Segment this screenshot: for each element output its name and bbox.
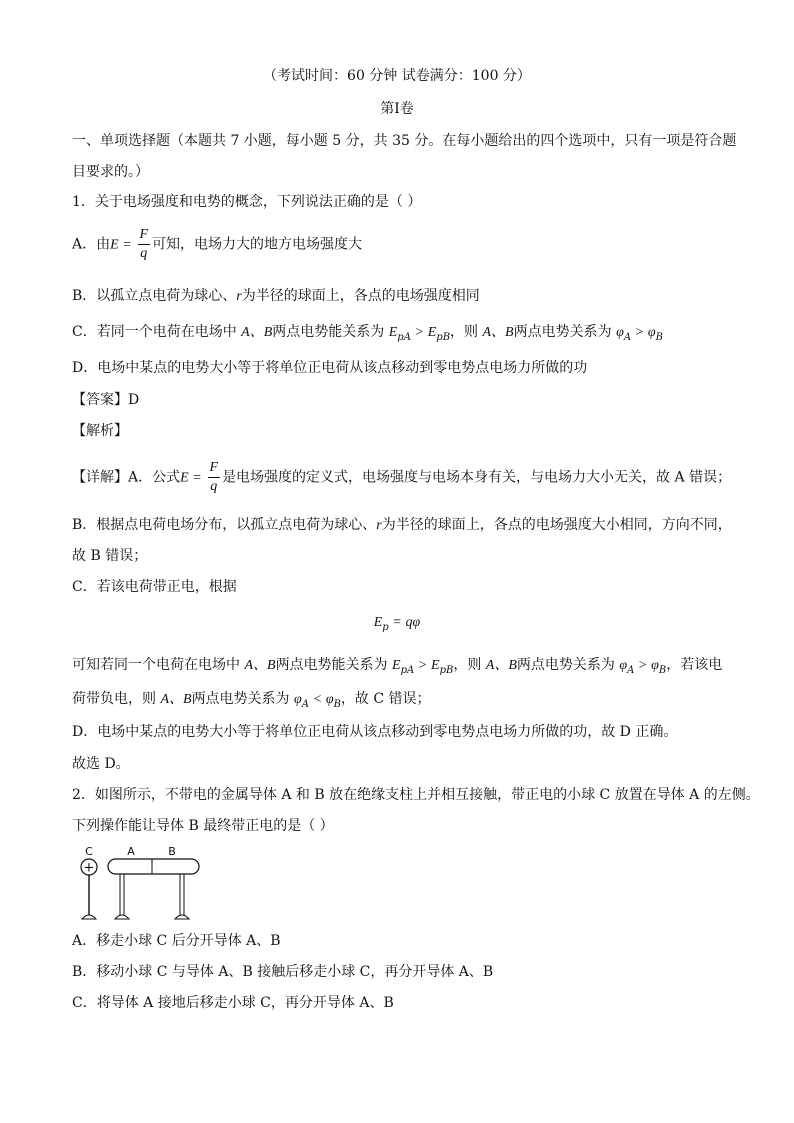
- math-Ep: E: [373, 615, 383, 630]
- math-EpA-sub-2: pA: [400, 664, 415, 676]
- q2-stem-line2: 下列操作能让导体 B 最终带正电的是（ ）: [72, 818, 334, 834]
- exam-info: （考试时间：60 分钟 试卷满分：100 分）: [263, 68, 531, 84]
- conductor-ab: [108, 859, 199, 874]
- q2-option-b: B．移动小球 C 与导体 A、B 接触后移走小球 C，再分开导体 A、B: [72, 964, 494, 980]
- math-EpB-sub-2: pB: [439, 664, 454, 676]
- detail-a-pre: A．公式: [128, 469, 181, 486]
- q1-option-c-mid3: 两点电势关系为: [513, 324, 612, 340]
- q1-option-b: [72, 286, 480, 307]
- math-EpB-2: E: [431, 658, 440, 673]
- math-AB-2: A、B: [482, 325, 514, 340]
- math-phiB-sub-2: B: [658, 664, 667, 676]
- q1-stem: 1．关于电场强度和电势的概念，下列说法正确的是（ ）: [72, 194, 422, 210]
- conductor-figure: [72, 840, 212, 922]
- math-phiB-sub: B: [655, 331, 663, 343]
- math-E-2: E: [180, 470, 189, 486]
- math-phiA-2: φ: [619, 658, 628, 673]
- detail-b2: 故 B 错误；: [72, 548, 148, 564]
- q1-option-c-mid1: 两点电势能关系为: [272, 324, 385, 340]
- answer-line: [72, 390, 139, 410]
- detail-c2-pre: 可知若同一个电荷在电场中: [72, 657, 240, 673]
- detail-label: 【详解】: [72, 469, 128, 486]
- math-phiA-sub-3: A: [301, 698, 309, 710]
- math-phiB: φ: [647, 325, 656, 340]
- math-phiA-sub-2: A: [627, 664, 635, 676]
- stand-a-base: [115, 915, 129, 919]
- math-phiB-sub-3: B: [333, 698, 341, 710]
- math-phiB-3: φ: [325, 692, 334, 707]
- math-EpB-sub: pB: [436, 331, 451, 343]
- math-qphi: qφ: [405, 615, 421, 630]
- q1-option-c-mid2: ，则: [450, 324, 479, 340]
- math-phiA-3: φ: [294, 692, 302, 707]
- detail-a: [72, 459, 731, 496]
- answer-label: 【答案】: [72, 392, 128, 408]
- plus-sign: +: [83, 860, 95, 876]
- numerator-F-2: F: [208, 459, 221, 478]
- math-EpB: E: [427, 325, 437, 340]
- detail-c3-pre: 荷带负电，则: [72, 691, 156, 707]
- stand-c-base: [82, 915, 96, 919]
- detail-c2-mid1: 两点电势能关系为: [275, 657, 388, 673]
- formula-ep: [0, 612, 794, 638]
- detail-c2-mid2: ，则: [453, 657, 482, 673]
- math-r: r: [236, 289, 242, 304]
- analysis-label: 【解析】: [72, 423, 128, 439]
- math-phiB-2: φ: [651, 658, 659, 673]
- detail-b1-post: 为半径的球面上，各点的电场强度大小相同，方向不同，: [381, 517, 732, 533]
- denominator-q: q: [140, 246, 148, 261]
- q1-option-c-pre: C．若同一个电荷在电场中: [72, 324, 237, 340]
- volume-title: 第Ⅰ卷: [380, 101, 414, 117]
- figure-label-a: A: [127, 845, 135, 858]
- math-eq-3: =: [393, 615, 402, 630]
- detail-b1: [72, 515, 732, 536]
- detail-c2-post: ，若该电: [666, 657, 723, 673]
- section-heading-line2: 目要求的。）: [72, 164, 149, 180]
- math-gt-3: >: [418, 658, 427, 673]
- detail-c3-post: ，故 C 错误；: [340, 691, 431, 707]
- math-AB-4: A、B: [485, 658, 517, 673]
- math-eq-2: =: [193, 470, 202, 486]
- q1-option-c: [72, 322, 663, 348]
- math-gt-2: >: [635, 325, 644, 340]
- fraction-F-over-q-2: [208, 459, 221, 496]
- denominator-q-2: q: [210, 479, 218, 494]
- numerator-F: F: [138, 226, 151, 245]
- math-AB-5: A、B: [160, 692, 192, 707]
- stand-b-base: [175, 915, 189, 919]
- math-AB: A、B: [241, 325, 273, 340]
- q2-option-a: A．移走小球 C 后分开导体 A、B: [72, 933, 281, 949]
- detail-d: D．电场中某点的电势大小等于将单位正电荷从该点移动到零电势点电场力所做的功，故 D 正确。: [72, 724, 678, 740]
- section-heading-line1: 一、单项选择题（本题共 7 小题，每小题 5 分，共 35 分。在每小题给出的四个选项中，只有一项是符合题: [72, 133, 737, 149]
- detail-b1-pre: B．根据点电荷电场分布，以孤立点电荷为球心、: [72, 517, 377, 533]
- q1-option-a-post: 可知，电场力大的地方电场强度大: [152, 236, 363, 253]
- math-phiA-sub: A: [623, 331, 632, 343]
- q2-option-c: C．将导体 A 接地后移走小球 C，再分开导体 A、B: [72, 995, 394, 1011]
- math-phiA: φ: [616, 325, 624, 340]
- conclusion: 故选 D。: [72, 756, 130, 772]
- math-lt: <: [313, 692, 322, 707]
- q2-stem-line1: 2．如图所示，不带电的金属导体 A 和 B 放在绝缘支柱上并相互接触，带正电的小球 C 放置在导体 A 的左侧。: [72, 787, 760, 803]
- detail-c2: [72, 655, 722, 681]
- figure-label-c: C: [85, 845, 93, 858]
- fraction-F-over-q: [138, 226, 151, 263]
- math-EpA-2: E: [392, 658, 401, 673]
- math-eq: =: [123, 237, 132, 253]
- q1-option-b-pre: B．以孤立点电荷为球心、: [72, 288, 237, 304]
- math-EpA: E: [388, 325, 398, 340]
- math-gt-4: >: [638, 658, 647, 673]
- detail-c3: [72, 689, 431, 715]
- q1-option-a: [72, 226, 362, 263]
- math-r-2: r: [376, 518, 382, 533]
- detail-c3-mid: 两点电势关系为: [191, 691, 290, 707]
- math-AB-3: A、B: [244, 658, 276, 673]
- math-Ep-sub: p: [382, 621, 389, 633]
- q1-option-b-post: 为半径的球面上，各点的电场强度相同: [241, 288, 480, 304]
- detail-c1: C．若该电荷带正电，根据: [72, 579, 237, 595]
- detail-a-post: 是电场强度的定义式，电场强度与电场本身有关，与电场力大小无关，故 A 错误；: [222, 469, 732, 486]
- figure-label-b: B: [168, 845, 176, 858]
- math-E: E: [110, 237, 119, 253]
- q1-option-d: D．电场中某点的电势大小等于将单位正电荷从该点移动到零电势点电场力所做的功: [72, 360, 588, 376]
- detail-c2-mid3: 两点电势关系为: [516, 657, 615, 673]
- math-gt: >: [415, 325, 424, 340]
- q1-option-a-pre: A．由: [72, 236, 111, 253]
- answer-value: D: [128, 392, 140, 408]
- math-EpA-sub: pA: [397, 331, 411, 343]
